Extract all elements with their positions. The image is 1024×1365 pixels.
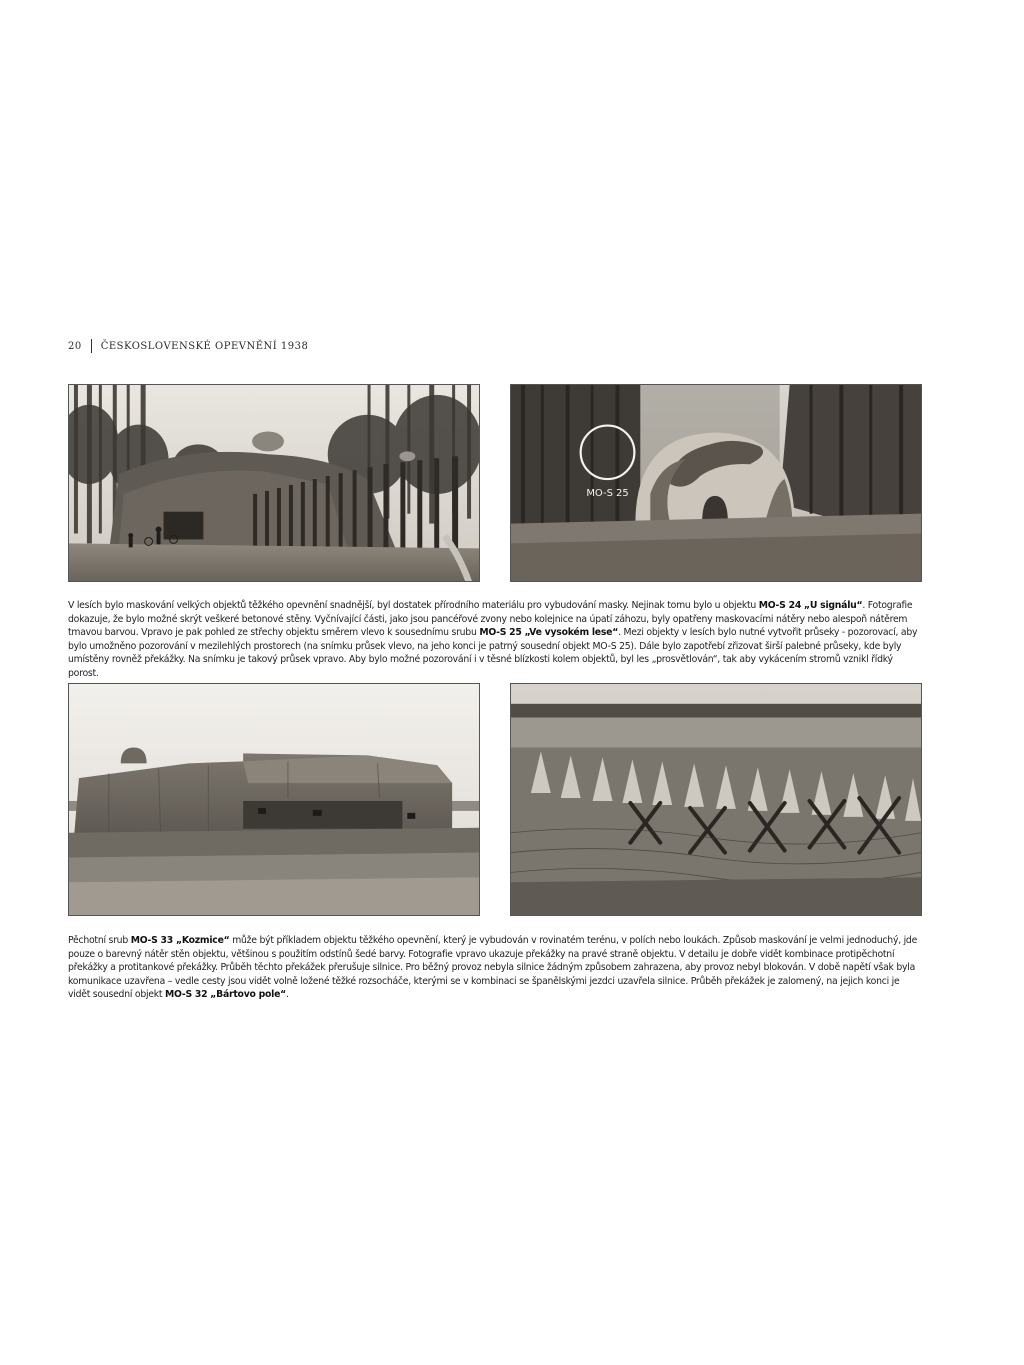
photo-mos25-dome-bunker: [510, 384, 922, 582]
photo-label-mos25: MO-S 25: [586, 487, 629, 499]
photo-antitank-obstacles: [510, 683, 922, 916]
page-number: 20: [68, 340, 82, 352]
caption-forest-masking: [68, 599, 920, 681]
caption-field-bunker: [68, 934, 920, 1002]
photo-mos33-field-bunker: [68, 683, 480, 916]
page-header: [68, 338, 308, 354]
caption1-text-3: . Mezi objekty v lesích bylo nutné vytvořit průseky - pozorovací, aby bylo umožněno pozorování v mezilehlých prostorech (na snímku průsek vlevo, na jeho konci je patrný sousední objekt MO-S 25). Dále bylo zapotřebí zřizovat širší palebné průseky, kde byly umístěny rovněž překážky. Na snímku je takový průsek vpravo. Aby bylo možné pozorování i v těsné blízkosti kolem objektů, byl les „prosvětlován“, tak aby vykácením stromů vznikl řídký porost.: [68, 627, 918, 679]
caption1-text-2: . Fotografie dokazuje, že bylo možné skrýt veškeré betonové stěny. Vyčnívající části, jako jsou pancéřové zvony nebo kolejnice na úpatí záhozu, byly opatřeny maskovacími nátěry nebo alespoň nátěrem tmavou barvou. Vpravo je pak pohled ze střechy objektu směrem vlevo k sousednímu srubu: [68, 600, 913, 639]
caption1-text-1: V lesích bylo maskování velkých objektů těžkého opevnění snadnější, byl dostatek přírodního materiálu pro vybudování masky. Nejinak tomu bylo u objektu: [68, 600, 759, 611]
caption2-text-3: .: [286, 989, 289, 1001]
caption2-object-mos32: MO-S 32 „Bártovo pole“: [165, 989, 287, 1001]
caption2-text-1: Pěchotní srub: [68, 935, 131, 946]
running-title: ČESKOSLOVENSKÉ OPEVNĚNÍ 1938: [100, 340, 309, 352]
photo-mos24-forest-bunker: [68, 384, 480, 582]
header-separator: [91, 339, 92, 353]
caption2-text-2: může být příkladem objektu těžkého opevnění, který je vybudován v rovinatém terénu, v polích nebo loukách. Způsob maskování je velmi jednoduchý, jde pouze o barevný nátěr stěn objektu, většinou s použitím odstínů šedé barvy. Fotografie vpravo ukazuje překážky na pravé straně objektu. V detailu je dobře vidět kombinace protipěchotní překážky a protitankové překážky. Průběh těchto překážek přerušuje silnice. Pro běžný provoz nebyla silnice žádným způsobem zahrazena, aby provoz nebyl blokován. V době napětí však byla komunikace uzavřena – vedle cesty jsou vidět volně ložené těžké rozsocháče, kterými se v kombinaci se španělskými jezdci uzavřela silnice. Průběh překážek je zalomený, na jejich konci je vidět sousední objekt: [68, 935, 918, 1001]
caption1-object-mos25: MO-S 25 „Ve vysokém lese“: [479, 627, 619, 639]
caption1-object-mos24: MO-S 24 „U signálu“: [758, 600, 863, 611]
caption2-object-mos33: MO-S 33 „Kozmice“: [130, 935, 230, 946]
